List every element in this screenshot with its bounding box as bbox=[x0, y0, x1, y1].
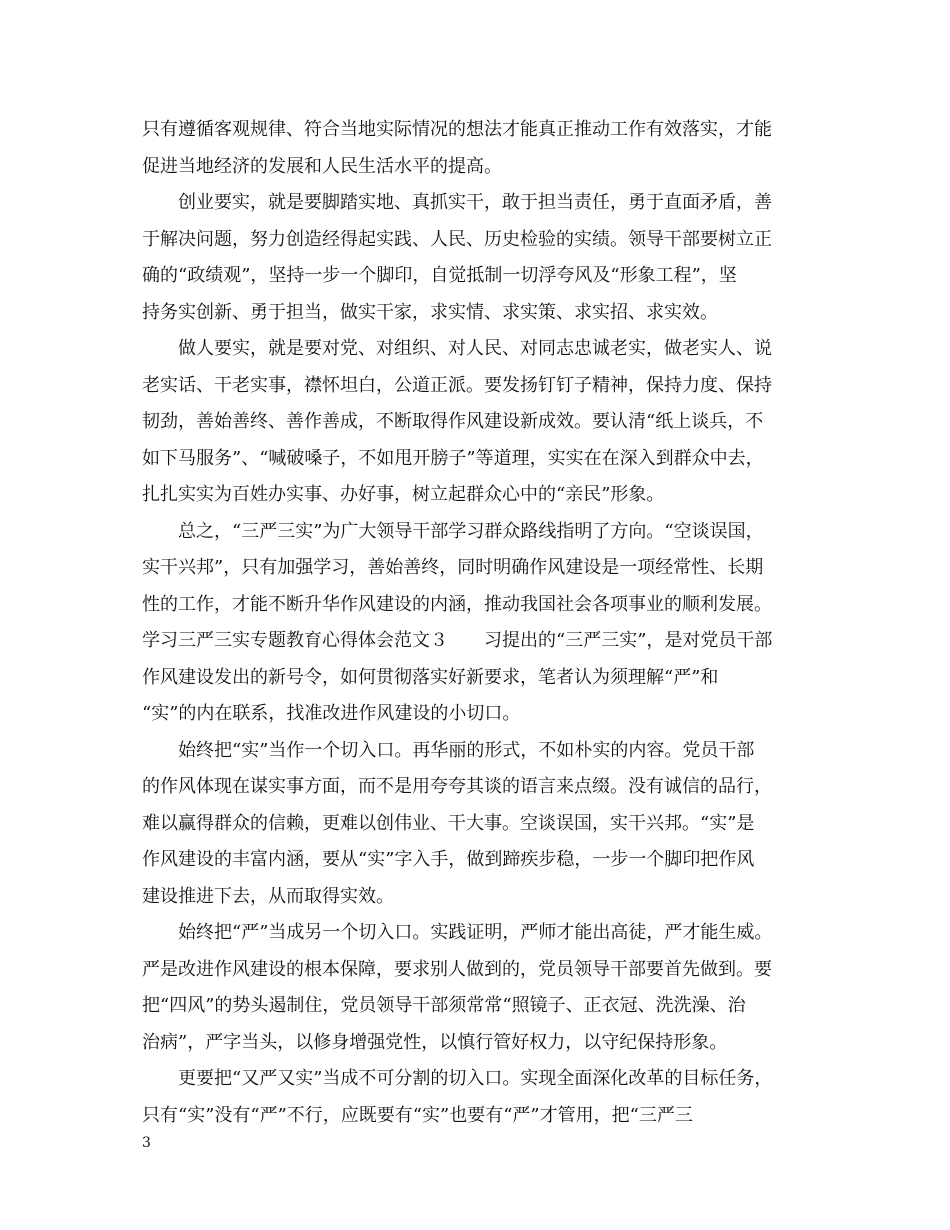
page-number: 3 bbox=[142, 1135, 151, 1151]
text-line: 把“四风”的势头遏制住，党员领导干部须常常“照镜子、正衣冠、洗洗澡、治 bbox=[142, 995, 746, 1016]
text-line: 作风建设发出的新号令，如何贯彻落实好新要求，笔者认为须理解“严”和 bbox=[142, 666, 719, 688]
text-line: 确的“政绩观”，坚持一步一个脚印，自觉抵制一切浮夸风及“形象工程”，坚 bbox=[142, 265, 737, 286]
text-line: 更要把“又严又实”当成不可分割的切入口。实现全面深化改革的目标任务， bbox=[142, 1068, 773, 1089]
text-line: 治病”，严字当头，以修身增强党性，以慎行管好权力，以守纪保持形象。 bbox=[142, 1031, 728, 1053]
text-line: 始终把“严”当成另一个切入口。实践证明，严师才能出高徒，严才能生威。 bbox=[142, 922, 773, 943]
text-line: 始终把“实”当作一个切入口。再华丽的形式，不如朴实的内容。党员干部 bbox=[142, 739, 755, 761]
text-line: 学习三严三实专题教育心得体会范文３ 习提出的“三严三实”，是对党员干部 bbox=[142, 630, 773, 651]
text-line: 作风建设的丰富内涵，要从“实”字入手，做到蹄疾步稳，一步一个脚印把作风 bbox=[142, 849, 755, 870]
text-line: 如下马服务”、“喊破嗓子，不如甩开膀子”等道理，实实在在深入到群众中去， bbox=[142, 447, 764, 469]
text-line: 的作风体现在谋实事方面，而不是用夸夸其谈的语言来点缀。没有诚信的品行， bbox=[142, 776, 772, 797]
text-line: 促进当地经济的发展和人民生活水平的提高。 bbox=[142, 155, 502, 177]
text-line: “实”的内在联系，找准改进作风建设的小切口。 bbox=[142, 703, 521, 724]
text-line: 只有遵循客观规律、符合当地实际情况的想法才能真正推动工作有效落实，才能 bbox=[142, 119, 772, 140]
text-line: 老实话、干老实事，襟怀坦白，公道正派。要发扬钉钉子精神，保持力度、保持 bbox=[142, 374, 772, 396]
text-line: 严是改进作风建设的根本保障，要求别人做到的，党员领导干部要首先做到。要 bbox=[142, 958, 772, 980]
text-line: 创业要实，就是要脚踏实地、真抓实干，敢于担当责任，勇于直面矛盾，善 bbox=[142, 192, 772, 213]
text-line: 做人要实，就是要对党、对组织、对人民、对同志忠诚老实，做老实人、说 bbox=[142, 338, 772, 359]
text-line: 只有“实”没有“严”不行，应既要有“实”也要有“严”才管用，把“三严三 bbox=[142, 1104, 693, 1126]
text-line: 实干兴邦”，只有加强学习，善始善终，同时明确作风建设是一项经常性、长期 bbox=[142, 557, 764, 578]
text-line: 性的工作，才能不断升华作风建设的内涵，推动我国社会各项事业的顺利发展。 bbox=[142, 593, 772, 615]
text-line: 建设推进下去，从而取得实效。 bbox=[142, 885, 394, 907]
text-line: 扎扎实实为百姓办实事、办好事，树立起群众心中的“亲民”形象。 bbox=[142, 484, 665, 505]
text-line: 于解决问题，努力创造经得起实践、人民、历史检验的实绩。领导干部要树立正 bbox=[142, 228, 772, 250]
text-line: 持务实创新、勇于担当，做实干家，求实情、求实策、求实招、求实效。 bbox=[142, 301, 718, 323]
text-line: 韧劲，善始善终、善作善成，不断取得作风建设新成效。要认清“纸上谈兵，不 bbox=[142, 411, 764, 432]
text-line: 难以赢得群众的信赖，更难以创伟业、干大事。空谈误国，实干兴邦。“实”是 bbox=[142, 812, 755, 834]
body-text bbox=[142, 112, 822, 1134]
text-line: 总之，“三严三实”为广大领导干部学习群众路线指明了方向。“空谈误国， bbox=[142, 520, 764, 542]
